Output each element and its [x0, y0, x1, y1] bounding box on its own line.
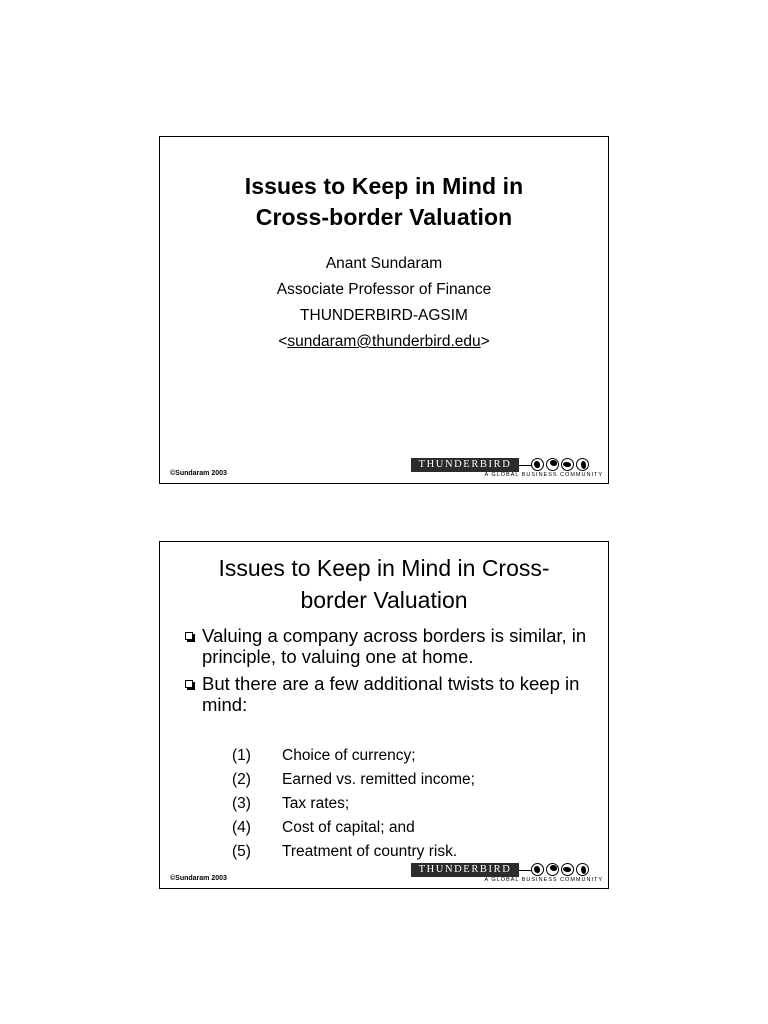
slide-2	[159, 541, 609, 889]
globe-icon	[531, 458, 544, 471]
numbered-item	[232, 768, 475, 792]
item-number: (4)	[232, 819, 251, 836]
item-text: Earned vs. remitted income;	[282, 771, 475, 788]
author-email-line	[160, 329, 608, 355]
title-line: Cross-border Valuation	[255, 204, 513, 230]
author-position: Associate Professor of Finance	[276, 281, 492, 298]
email-close-bracket: >	[480, 333, 490, 350]
logo-tagline: A GLOBAL BUSINESS COMMUNITY	[484, 877, 603, 883]
item-number: (5)	[232, 843, 251, 860]
item-text: Treatment of country risk.	[282, 843, 458, 860]
author-block	[160, 251, 608, 355]
numbered-item	[232, 792, 475, 816]
email-open-bracket: <	[278, 333, 288, 350]
globe-icon	[531, 863, 544, 876]
numbered-list	[232, 744, 475, 864]
thunderbird-logo	[411, 458, 603, 480]
globe-icons	[531, 863, 589, 876]
bullet-item	[184, 673, 588, 715]
author-institution: THUNDERBIRD-AGSIM	[300, 307, 468, 324]
item-number: (1)	[232, 747, 251, 764]
logo-rule	[519, 870, 531, 871]
numbered-item	[232, 816, 475, 840]
title-line: Issues to Keep in Mind in Cross-	[218, 555, 550, 581]
slide-1-title	[160, 171, 608, 233]
globe-icon	[546, 458, 559, 471]
globe-icon	[561, 863, 574, 876]
numbered-item	[232, 744, 475, 768]
slide-2-title	[160, 552, 608, 616]
logo-wordmark: THUNDERBIRD	[411, 458, 519, 472]
logo-wordmark: THUNDERBIRD	[411, 863, 519, 877]
logo-tagline: A GLOBAL BUSINESS COMMUNITY	[484, 472, 603, 478]
globe-icon	[576, 863, 589, 876]
bullet-text: Valuing a company across borders is similar, in principle, to valuing one at home.	[202, 625, 587, 667]
logo-rule	[519, 465, 531, 466]
bullet-list	[184, 625, 588, 721]
copyright: ©Sundaram 2003	[170, 875, 227, 882]
item-text: Tax rates;	[282, 795, 350, 812]
globe-icon	[576, 458, 589, 471]
slide-1	[159, 136, 609, 484]
item-number: (2)	[232, 771, 251, 788]
globe-icons	[531, 458, 589, 471]
author-email-link[interactable]: sundaram@thunderbird.edu	[287, 333, 481, 350]
checkbox-bullet-icon	[185, 632, 193, 640]
item-text: Cost of capital; and	[282, 819, 415, 836]
author-name: Anant Sundaram	[325, 255, 443, 272]
checkbox-bullet-icon	[185, 680, 193, 688]
globe-icon	[561, 458, 574, 471]
title-line: Issues to Keep in Mind in	[244, 173, 524, 199]
globe-icon	[546, 863, 559, 876]
thunderbird-logo	[411, 863, 603, 885]
item-text: Choice of currency;	[282, 747, 416, 764]
item-number: (3)	[232, 795, 251, 812]
title-line: border Valuation	[300, 587, 468, 613]
copyright: ©Sundaram 2003	[170, 470, 227, 477]
numbered-item	[232, 840, 475, 864]
bullet-text: But there are a few additional twists to keep in mind:	[202, 673, 580, 715]
bullet-item	[184, 625, 588, 667]
